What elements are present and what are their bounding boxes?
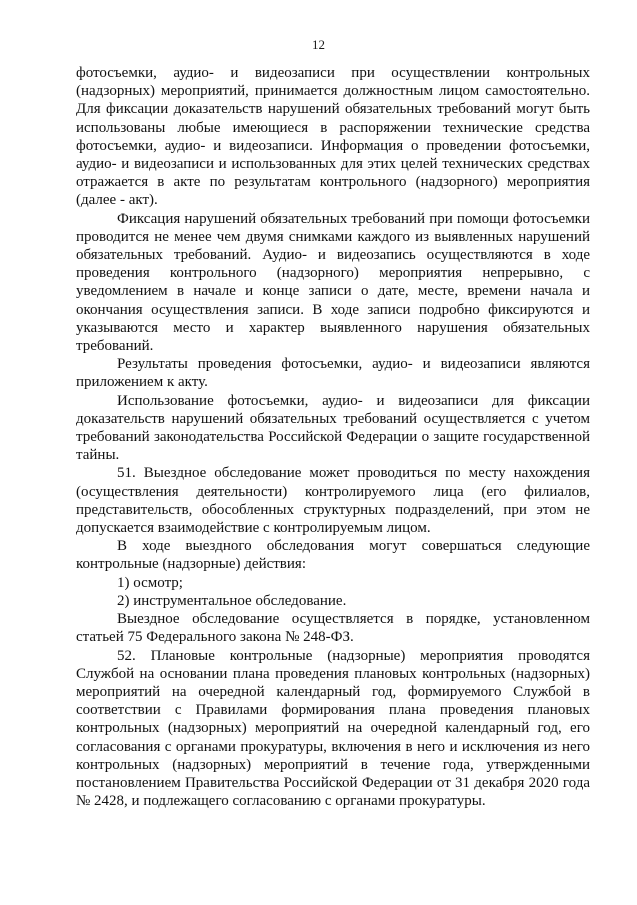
document-body [76,64,590,810]
paragraph-results-annex: Результаты проведения фотосъемки, аудио- и видеозаписи являются приложением к акту. [76,356,590,391]
paragraph-photo-video-decision: фотосъемки, аудио- и видеозаписи при осуществлении контрольных (надзорных) мероприятий, принимается должностным лицом самостоятельно. Для фиксации доказательств нарушений обязательных требований могут быть использованы любые имеющиеся в распоряжении технические средства фотосъемки, аудио- и видеозаписи. Информация о проведении фотосъемки, аудио- и видеозаписи и использованных для этих целей технических средствах отражается в акте по результатам контрольного (надзорного) мероприятия (далее - акт). [76,65,590,209]
paragraph-photo-fixation: Фиксация нарушений обязательных требований при помощи фотосъемки проводится не менее чем двумя снимками каждого из выявленных нарушений обязательных требований. Аудио- и видеозапись осуществляются в ходе проведения контрольного (надзорного) мероприятия непрерывно, с уведомлением в начале и конце записи о дате, месте, времени начала и окончания осуществления записи. В ходе записи подробно фиксируются и указываются место и характер выявленного нарушения обязательных требований. [76,210,590,355]
paragraph-control-actions-intro: В ходе выездного обследования могут совершаться следующие контрольные (надзорные) действия: [76,538,590,573]
list-item-instrumental-survey: 2) инструментальное обследование. [117,592,347,609]
paragraph-52-planned-measures: 52. Плановые контрольные (надзорные) мероприятия проводятся Службой на основании плана проведения плановых контрольных (надзорных) мероприятий на очередной календарный год, формируемого Службой в соответствии с Правилами формирования плана проведения плановых контрольных (надзорных) мероприятий на очередной календарный год, его согласования с органами прокуратуры, включения в него и исключения из него контрольных (надзорных) мероприятий в течение года, утвержденными постановлением Правительства Российской Федерации от 31 декабря 2020 года № 2428, и подлежащего согласованию с органами прокуратуры. [76,647,590,810]
page-number: 12 [312,37,325,52]
paragraph-51-onsite-inspection: 51. Выездное обследование может проводиться по месту нахождения (осуществления деятельности) контролируемого лица (его филиалов, представительств, обособленных структурных подразделений, при этом не допускается взаимодействие с контролируемым лицом. [76,465,590,537]
list-item-inspection: 1) осмотр; [117,574,183,591]
paragraph-procedure-reference: Выездное обследование осуществляется в порядке, установленном статьей 75 Федерального закона № 248-ФЗ. [76,611,590,646]
paragraph-state-secret: Использование фотосъемки, аудио- и видеозаписи для фиксации доказательств нарушений обязательных требований осуществляется с учетом требований законодательства Российской Федерации о защите государственной тайны. [76,392,590,464]
